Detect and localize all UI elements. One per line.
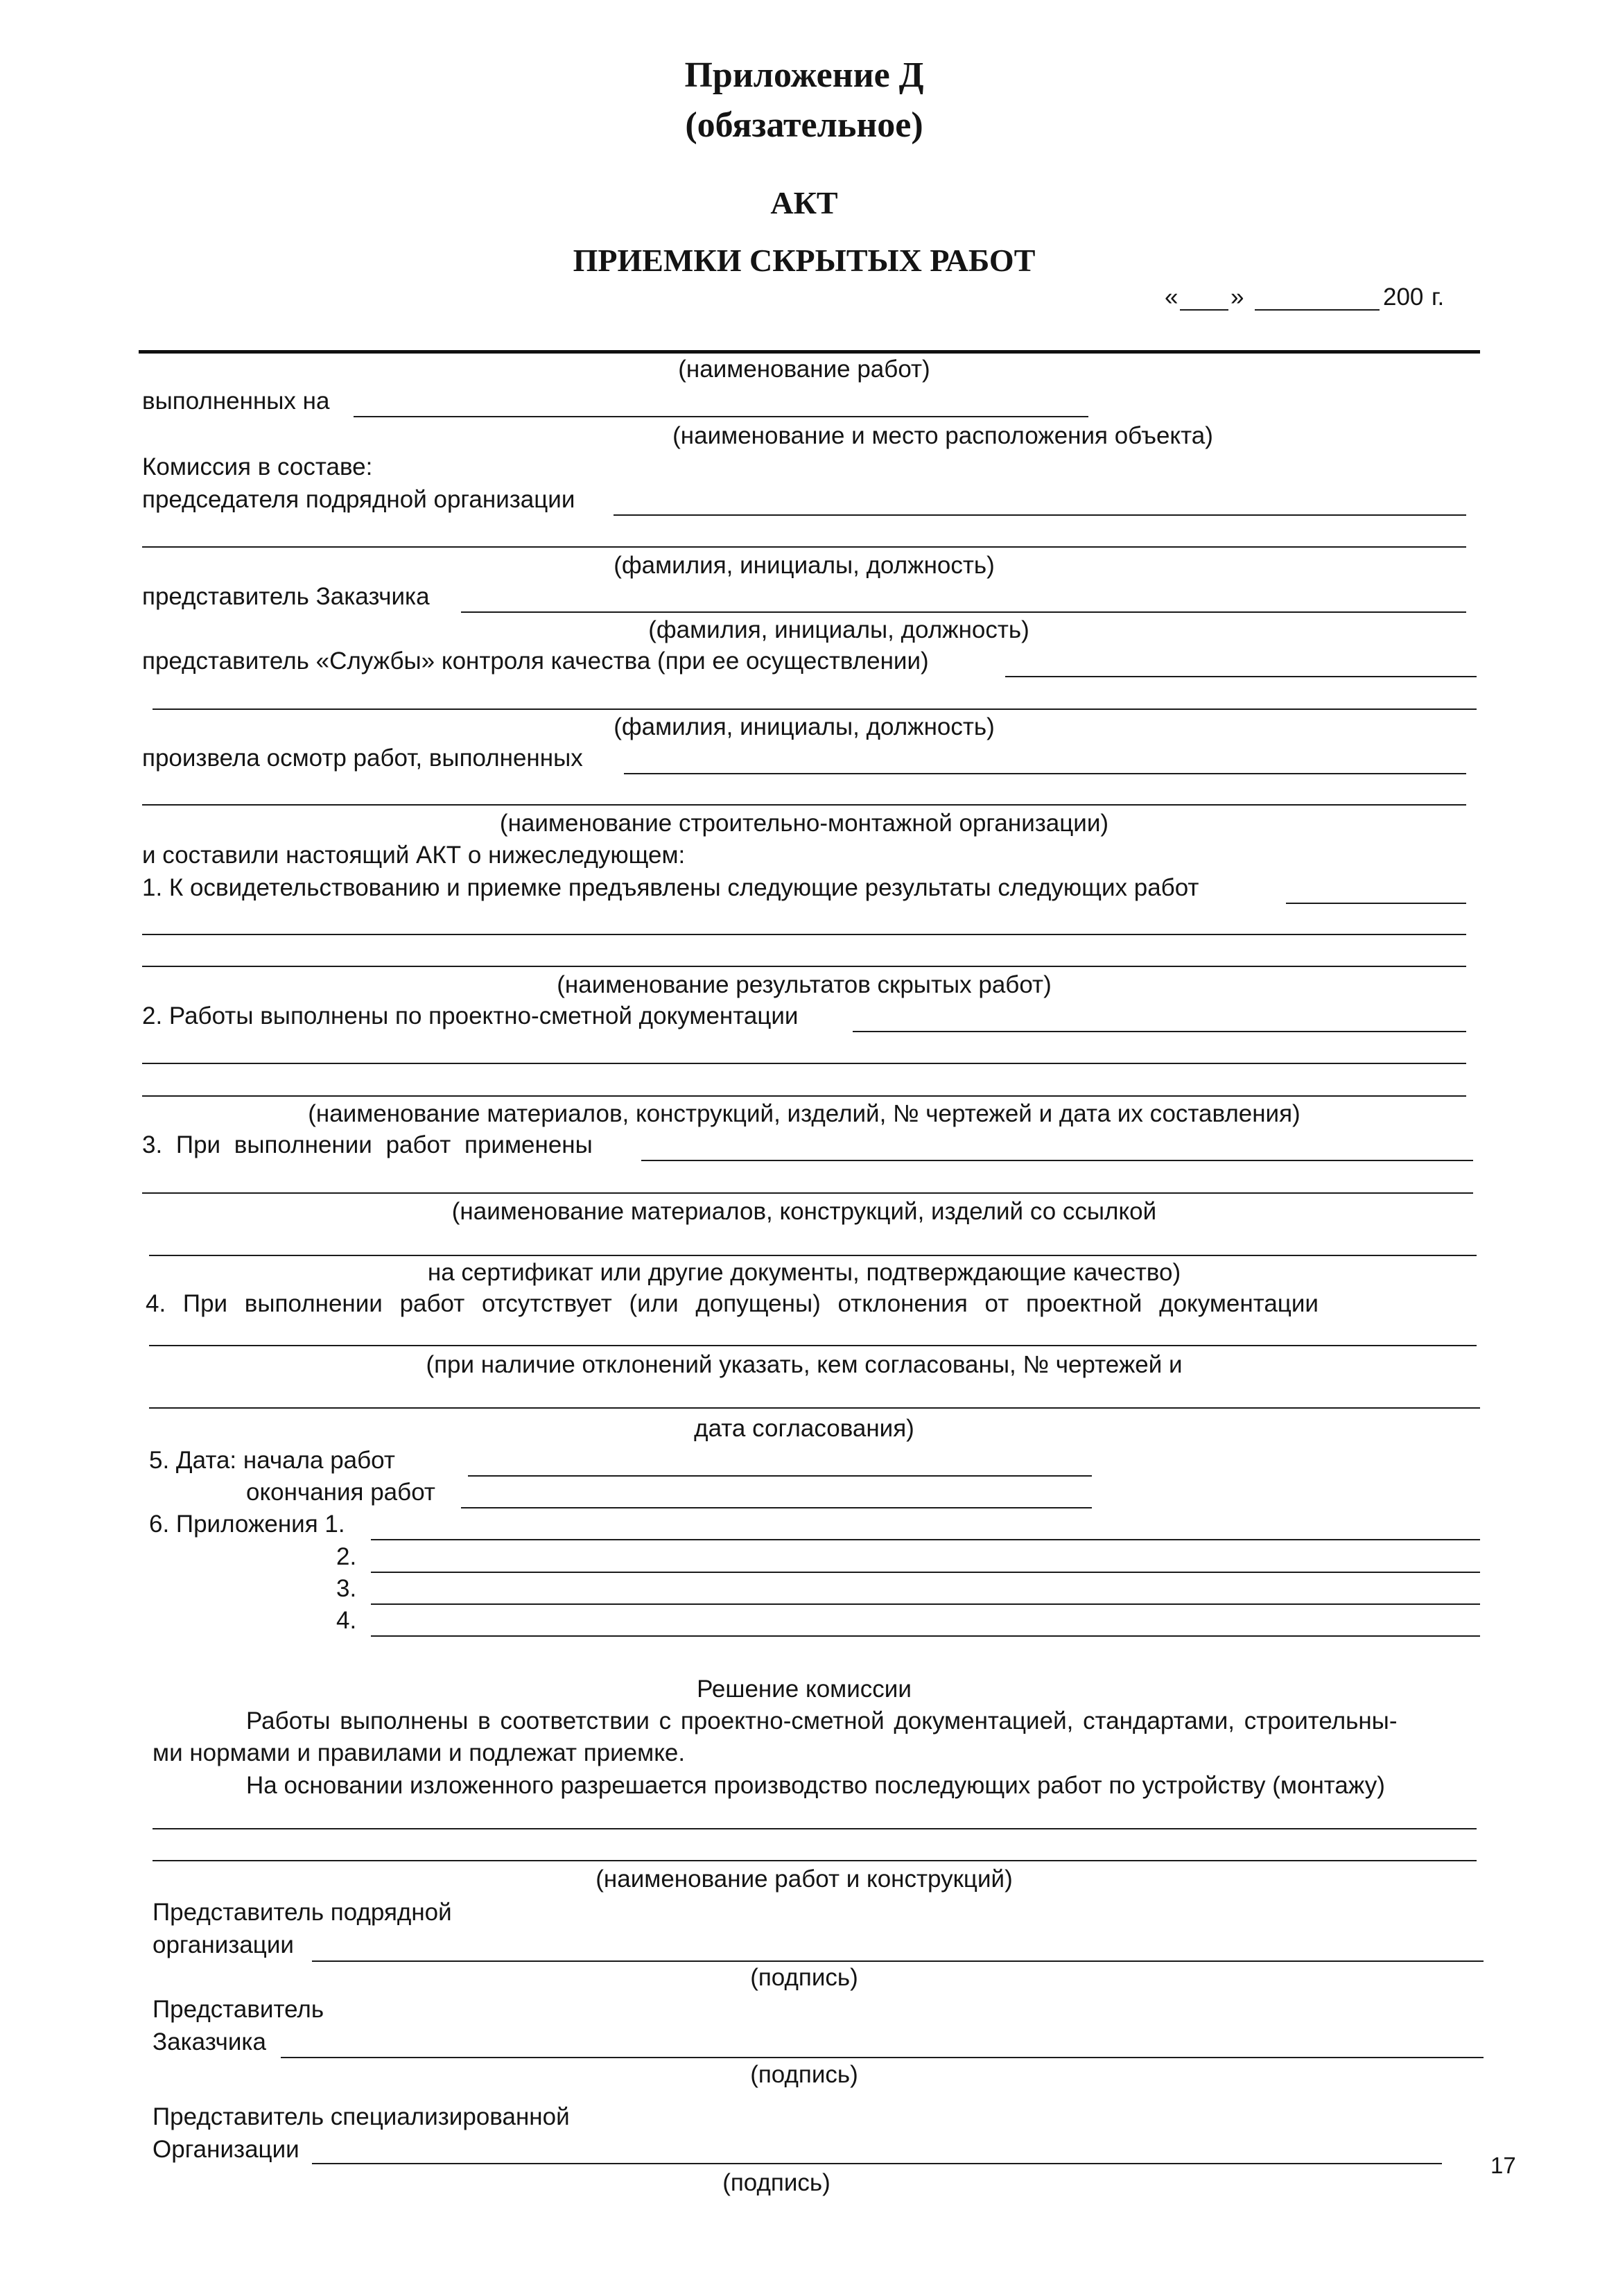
item3-field-3[interactable] [149, 1255, 1477, 1256]
item3-field-2[interactable] [142, 1192, 1473, 1194]
service-rep-field-2[interactable] [153, 708, 1477, 710]
act-subtitle: ПРИЕМКИ СКРЫТЫХ РАБОТ [573, 243, 1036, 278]
item3-field[interactable] [641, 1160, 1473, 1161]
item4-caption-2: дата согласования) [694, 1415, 914, 1442]
item6-label: 6. Приложения 1. [149, 1511, 345, 1538]
item3-caption-1: (наименование материалов, конструкций, изделий со ссылкой [451, 1198, 1157, 1225]
customer-signature-field[interactable] [281, 2057, 1484, 2058]
composed-label: и составили настоящий АКТ о нижеследующем: [142, 842, 686, 869]
decision-paragraph-1-line-1: Работы выполнены в соответствии с проектно-сметной документацией, стандартами, строительны- [246, 1707, 1398, 1734]
works-name-field[interactable] [139, 350, 1480, 354]
special-org-signature-field[interactable] [312, 2163, 1442, 2164]
commission-label: Комиссия в составе: [142, 453, 373, 480]
contractor-signature-field[interactable] [312, 1960, 1484, 1962]
customer-rep-sign-label-2: Заказчика [153, 2028, 266, 2055]
appendix-title: Приложение Д [684, 55, 924, 95]
date-year-suffix: г. [1432, 284, 1445, 311]
document-date [1151, 283, 1477, 313]
item2-field[interactable] [853, 1031, 1466, 1032]
item5-label: 5. Дата: начала работ [149, 1447, 395, 1474]
item1-field-3[interactable] [142, 966, 1466, 967]
item2-field-2[interactable] [142, 1063, 1466, 1064]
date-month-field[interactable] [1255, 309, 1380, 311]
decision-paragraph-1-line-2: ми нормами и правилами и подлежат приемке. [153, 1739, 686, 1766]
service-rep-field[interactable] [1005, 676, 1477, 677]
org-caption: (наименование строительно-монтажной организации) [499, 810, 1109, 837]
item2-label: 2. Работы выполнены по проектно-сметной документации [142, 1002, 799, 1029]
chairman-caption: (фамилия, инициалы, должность) [614, 552, 995, 579]
contractor-rep-label-2: организации [153, 1931, 294, 1958]
item1-field[interactable] [1286, 903, 1466, 904]
attachment-4-field[interactable] [371, 1635, 1480, 1637]
item1-caption: (наименование результатов скрытых работ) [557, 971, 1052, 998]
customer-signature-caption: (подпись) [750, 2061, 858, 2088]
next-works-field-2[interactable] [153, 1860, 1477, 1861]
date-year: 200 [1383, 284, 1424, 311]
appendix-subtitle: (обязательное) [685, 105, 923, 145]
item2-caption: (наименование материалов, конструкций, изделий, № чертежей и дата их составления) [308, 1100, 1301, 1127]
item2-field-3[interactable] [142, 1095, 1466, 1097]
inspected-field[interactable] [624, 773, 1466, 774]
customer-rep-sign-label-1: Представитель [153, 1996, 324, 2023]
chairman-field-2[interactable] [142, 546, 1466, 548]
chairman-label: председателя подрядной организации [142, 486, 575, 513]
attachment-1-field[interactable] [371, 1539, 1480, 1540]
special-org-signature-caption: (подпись) [722, 2169, 830, 2196]
contractor-signature-caption: (подпись) [750, 1964, 858, 1991]
date-day-field[interactable] [1180, 309, 1228, 311]
customer-rep-caption: (фамилия, инициалы, должность) [648, 616, 1029, 643]
decision-paragraph-2: На основании изложенного разрешается производство последующих работ по устройству (монтажу) [246, 1772, 1385, 1799]
inspected-field-2[interactable] [142, 804, 1466, 806]
chairman-field[interactable] [614, 514, 1466, 516]
object-field[interactable] [354, 416, 1088, 417]
item4-label: 4. При выполнении работ отсутствует (или допущены) отклонения от проектной документации [146, 1290, 1319, 1317]
item4-caption-1: (при наличие отклонений указать, кем согласованы, № чертежей и [426, 1351, 1183, 1378]
customer-rep-field[interactable] [461, 611, 1466, 613]
item1-label: 1. К освидетельствованию и приемке предъявлены следующие результаты следующих работ [142, 874, 1199, 901]
next-works-field[interactable] [153, 1828, 1477, 1829]
service-rep-label: представитель «Службы» контроля качества (при ее осуществлении) [142, 647, 929, 675]
special-org-label-2: Организации [153, 2136, 299, 2163]
object-caption: (наименование и место расположения объекта) [672, 422, 1213, 449]
item4-field[interactable] [149, 1345, 1477, 1346]
date-open-quote: « [1165, 284, 1179, 311]
page-number: 17 [1490, 2152, 1516, 2178]
service-rep-caption: (фамилия, инициалы, должность) [614, 713, 995, 740]
attachment-2-field[interactable] [371, 1572, 1480, 1573]
end-date-field[interactable] [461, 1507, 1092, 1508]
attachment-3-number: 3. [336, 1575, 357, 1602]
attachment-3-field[interactable] [371, 1603, 1480, 1605]
item3-label: 3. При выполнении работ применены [142, 1131, 593, 1158]
next-works-caption: (наименование работ и конструкций) [595, 1866, 1013, 1893]
item4-field-2[interactable] [149, 1407, 1480, 1409]
start-date-field[interactable] [468, 1475, 1092, 1477]
special-org-label-1: Представитель специализированной [153, 2103, 570, 2130]
item1-field-2[interactable] [142, 934, 1466, 935]
attachment-2-number: 2. [336, 1543, 357, 1570]
works-caption: (наименование работ) [678, 356, 930, 383]
date-close-quote: » [1230, 284, 1244, 311]
attachment-4-number: 4. [336, 1607, 357, 1634]
act-title: АКТ [770, 185, 838, 220]
contractor-rep-label-1: Представитель подрядной [153, 1899, 452, 1926]
item3-caption-2: на сертификат или другие документы, подтверждающие качество) [427, 1259, 1181, 1286]
item5-end-label: окончания работ [246, 1479, 435, 1506]
decision-title: Решение комиссии [697, 1676, 912, 1703]
performed-on-label: выполненных на [142, 388, 330, 415]
customer-rep-label: представитель Заказчика [142, 583, 430, 610]
inspected-label: произвела осмотр работ, выполненных [142, 745, 583, 772]
